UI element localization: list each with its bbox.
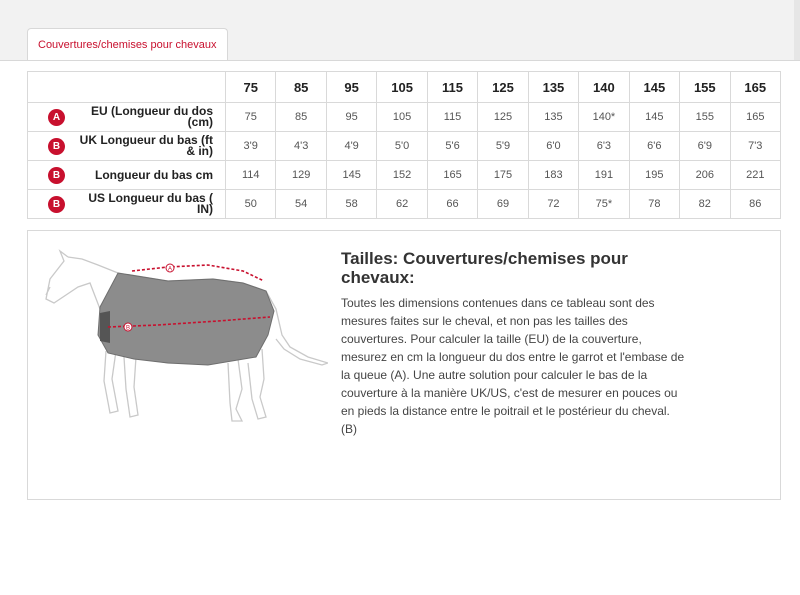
- size-cell: 6'9: [680, 132, 730, 161]
- size-cell: 206: [680, 161, 730, 190]
- size-cell: 152: [377, 161, 427, 190]
- size-header-cell: 105: [377, 72, 427, 103]
- size-cell: 58: [326, 190, 376, 219]
- size-cell: 6'6: [629, 132, 679, 161]
- tab-divider: [0, 60, 800, 61]
- size-cell: 191: [579, 161, 629, 190]
- row-label-text: UK Longueur du bas (ft & in): [79, 133, 213, 158]
- size-header-cell: 140: [579, 72, 629, 103]
- size-cell: 175: [478, 161, 528, 190]
- table-row: [28, 161, 781, 190]
- info-title: Tailles: Couvertures/chemises pour chevaux:: [341, 249, 628, 287]
- size-table: [27, 71, 781, 219]
- size-header-cell: 135: [528, 72, 578, 103]
- size-cell: 165: [427, 161, 477, 190]
- marker-b-text: B: [125, 325, 131, 332]
- size-cell: 135: [528, 103, 578, 132]
- size-header-cell: 85: [276, 72, 326, 103]
- size-header-row: [28, 72, 781, 103]
- top-strip-edge: [794, 0, 800, 60]
- row-label-text: EU (Longueur du dos (cm): [91, 104, 213, 129]
- size-cell: 6'3: [579, 132, 629, 161]
- size-cell: 62: [377, 190, 427, 219]
- table-row: [28, 103, 781, 132]
- size-cell: 4'3: [276, 132, 326, 161]
- row-label-inner: [48, 162, 221, 188]
- size-cell: 78: [629, 190, 679, 219]
- row-label-inner: [48, 104, 221, 130]
- table-row: [28, 190, 781, 219]
- size-cell: 3'9: [226, 132, 276, 161]
- row-label-text: US Longueur du bas ( IN): [88, 191, 213, 216]
- row-label-text: Longueur du bas cm: [94, 167, 213, 182]
- row-label: [28, 132, 226, 161]
- measure-badge: B: [48, 138, 65, 155]
- row-label-inner: [48, 191, 221, 217]
- size-cell: 114: [226, 161, 276, 190]
- size-header-cell: 125: [478, 72, 528, 103]
- size-cell: 75: [226, 103, 276, 132]
- row-label: [28, 161, 226, 190]
- size-cell: 4'9: [326, 132, 376, 161]
- size-header-cell: 165: [730, 72, 780, 103]
- size-cell: 69: [478, 190, 528, 219]
- size-cell: 129: [276, 161, 326, 190]
- size-cell: 75*: [579, 190, 629, 219]
- size-cell: 95: [326, 103, 376, 132]
- size-header-cell: 145: [629, 72, 679, 103]
- size-cell: 145: [629, 103, 679, 132]
- size-cell: 50: [226, 190, 276, 219]
- size-header-cell: 95: [326, 72, 376, 103]
- header-corner: [28, 72, 226, 103]
- measure-badge: B: [48, 167, 65, 184]
- size-cell: 5'0: [377, 132, 427, 161]
- size-cell: 195: [629, 161, 679, 190]
- row-label-inner: [48, 133, 221, 159]
- size-cell: 115: [427, 103, 477, 132]
- size-cell: 221: [730, 161, 780, 190]
- size-cell: 72: [528, 190, 578, 219]
- size-header-cell: 115: [427, 72, 477, 103]
- size-cell: 66: [427, 190, 477, 219]
- size-cell: 6'0: [528, 132, 578, 161]
- blanket-shape: [98, 273, 274, 365]
- tab-couvertures[interactable]: Couvertures/chemises pour chevaux: [27, 28, 228, 61]
- marker-a-text: A: [167, 266, 173, 273]
- size-cell: 183: [528, 161, 578, 190]
- measure-badge: A: [48, 109, 65, 126]
- size-cell: 145: [326, 161, 376, 190]
- horse-with-blanket-icon: [38, 239, 328, 429]
- size-cell: 105: [377, 103, 427, 132]
- row-label: [28, 190, 226, 219]
- size-cell: 155: [680, 103, 730, 132]
- size-cell: 5'9: [478, 132, 528, 161]
- size-header-cell: 155: [680, 72, 730, 103]
- size-cell: 86: [730, 190, 780, 219]
- size-header-cell: 75: [226, 72, 276, 103]
- info-box: [27, 230, 781, 500]
- size-cell: 125: [478, 103, 528, 132]
- size-cell: 140*: [579, 103, 629, 132]
- size-cell: 165: [730, 103, 780, 132]
- measure-badge: B: [48, 196, 65, 213]
- size-cell: 54: [276, 190, 326, 219]
- size-cell: 7'3: [730, 132, 780, 161]
- size-cell: 5'6: [427, 132, 477, 161]
- info-body: Toutes les dimensions contenues dans ce tableau sont des mesures faites sur le cheval, et non pas les tailles des couvertures. Pour calculer la taille (EU) de la couverture, mesurez en cm la longueur du dos entre le garrot et l'embase de la queue (A). Une autre solution pour calculer le bas de la couverture à la manière UK/US, c'est de mesurer en pouces ou en pieds la distance entre le poitrail et le postérieur du cheval. (B): [341, 296, 685, 436]
- table-row: [28, 132, 781, 161]
- size-cell: 82: [680, 190, 730, 219]
- row-label: [28, 103, 226, 132]
- size-cell: 85: [276, 103, 326, 132]
